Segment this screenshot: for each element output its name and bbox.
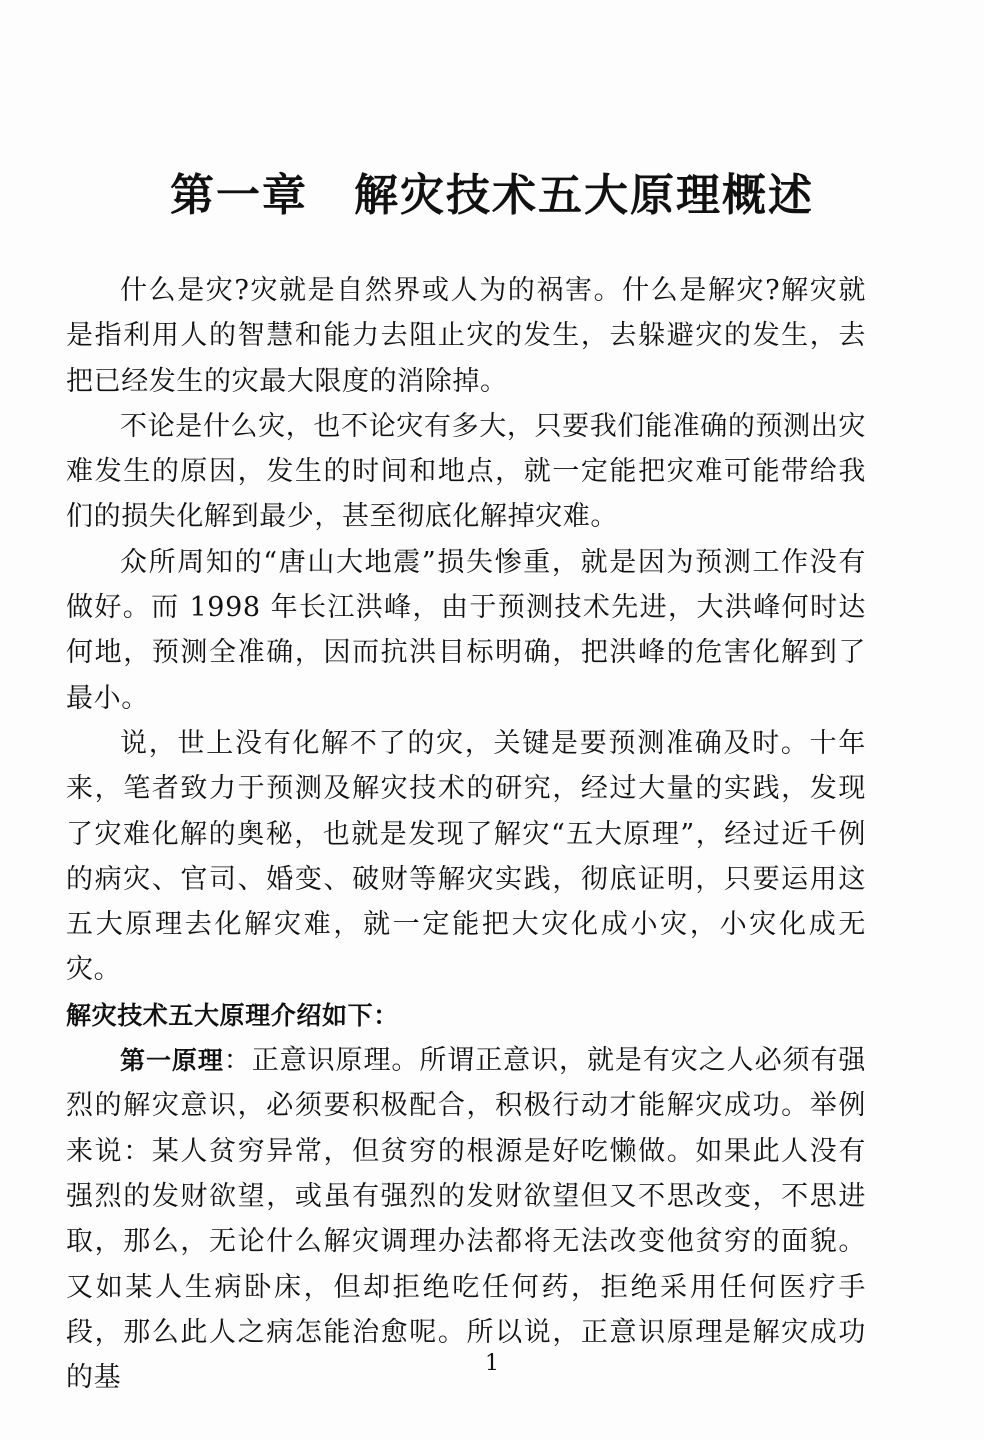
paragraph-1: 什么是灾?灾就是自然界或人为的祸害。什么是解灾?解灾就是指利用人的智慧和能力去阻止灾的发生，去躲避灾的发生，去把已经发生的灾最大限度的消除掉。 bbox=[66, 275, 866, 397]
section-heading: 解灾技术五大原理介绍如下： bbox=[66, 1000, 399, 1030]
chapter-title: 第一章 解灾技术五大原理概述 bbox=[170, 170, 814, 221]
paragraph-3: 众所周知的“唐山大地震”损失惨重，就是因为预测工作没有做好。而 1998 年长江洪峰，由于预测技术先进，大洪峰何时达何地，预测全准确，因而抗洪目标明确，把洪峰的危害化解到了最小。 bbox=[66, 546, 866, 714]
principle-one-paragraph bbox=[66, 1038, 866, 1400]
principle-one-text: 正意识原理。所谓正意识，就是有灾之人必须有强烈的解灾意识，必须要积极配合，积极行动才能解灾成功。举例来说：某人贫穷异常，但贫穷的根源是好吃懒做。如果此人没有强烈的发财欲望，或虽有强烈的发财欲望但又不思改变，不思进取，那么，无论什么解灾调理办法都将无法改变他贫穷的面貌。又如某人生病卧床，但却拒绝吃任何药，拒绝采用任何医疗手段，那么此人之病怎能治愈呢。所以说，正意识原理是解灾成功的基 bbox=[66, 1045, 867, 1394]
principle-one-label: 第一原理 bbox=[120, 1046, 224, 1076]
paragraph-4: 说，世上没有化解不了的灾，关键是要预测准确及时。十年来，笔者致力于预测及解灾技术的研究，经过大量的实践，发现了灾难化解的奥秘，也就是发现了解灾“五大原理”，经过近千例的病灾、官司、婚变、破财等解灾实践，彻底证明，只要运用这五大原理去化解灾难，就一定能把大灾化成小灾，小灾化成无灾。 bbox=[66, 727, 866, 986]
paragraph-2: 不论是什么灾，也不论灾有多大，只要我们能准确的预测出灾难发生的原因，发生的时间和地点，就一定能把灾难可能带给我们的损失化解到最少，甚至彻底化解掉灾难。 bbox=[66, 410, 866, 533]
body-text bbox=[66, 268, 866, 1400]
principle-one-separator: ： bbox=[223, 1045, 252, 1077]
page-number: 1 bbox=[485, 1351, 499, 1376]
